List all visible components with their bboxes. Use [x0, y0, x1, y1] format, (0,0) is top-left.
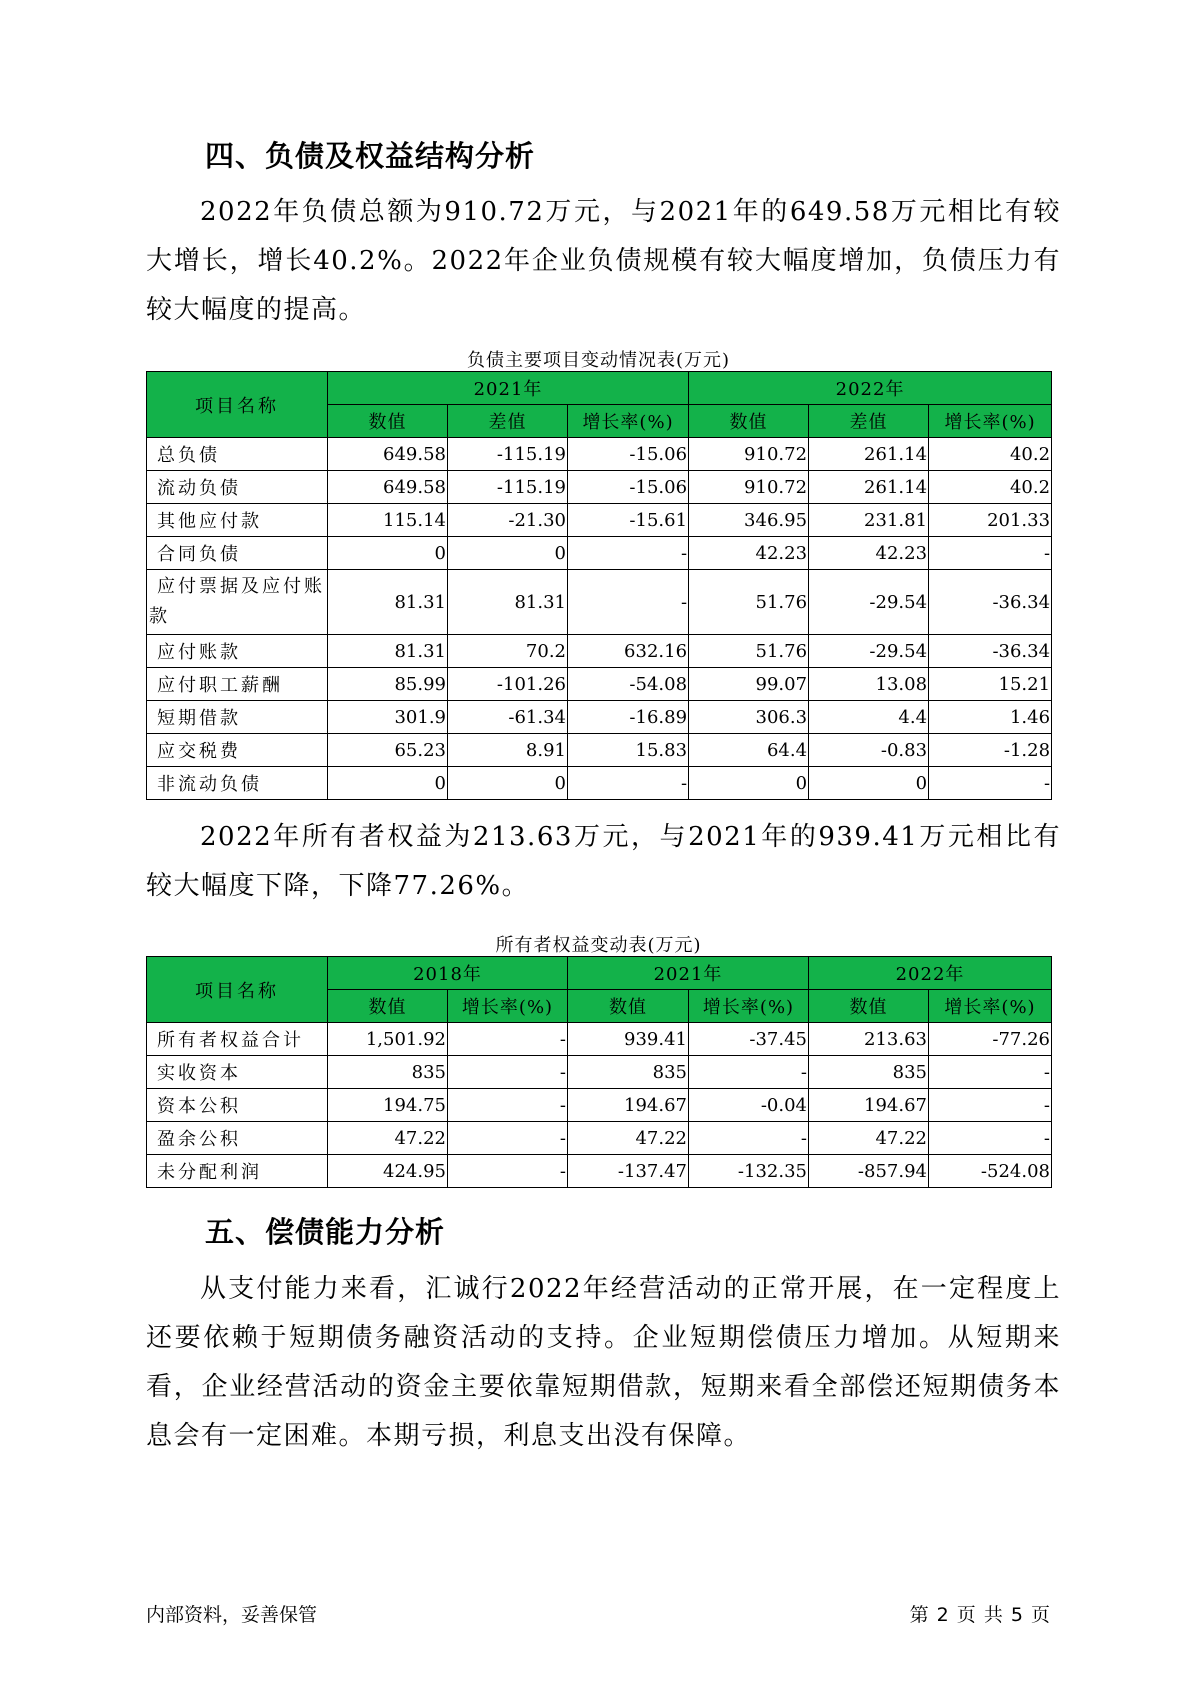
table-row — [147, 1122, 1052, 1155]
row-label: 应付账款 — [147, 635, 328, 668]
table-cell: 115.14 — [328, 504, 448, 537]
table-cell: 194.75 — [328, 1089, 448, 1122]
table-cell: 70.2 — [448, 635, 568, 668]
table-cell: 649.58 — [328, 471, 448, 504]
table-cell: 40.2 — [929, 471, 1052, 504]
table-row — [147, 767, 1052, 800]
table-cell: - — [448, 1056, 568, 1089]
table2-name-header: 项目名称 — [147, 957, 328, 1023]
table-cell: - — [929, 767, 1052, 800]
table-row — [147, 635, 1052, 668]
table-cell: 835 — [328, 1056, 448, 1089]
row-label: 未分配利润 — [147, 1155, 328, 1188]
table-cell: 4.4 — [809, 701, 929, 734]
table-cell: 0 — [809, 767, 929, 800]
table-cell: 939.41 — [568, 1023, 689, 1056]
table-cell: 632.16 — [568, 635, 689, 668]
table1-subheader: 差值 — [809, 405, 929, 438]
table-cell: 81.31 — [448, 570, 568, 635]
table-cell: 15.21 — [929, 668, 1052, 701]
table-cell: -857.94 — [809, 1155, 929, 1188]
table-cell: - — [448, 1023, 568, 1056]
table1-year-header: 2022年 — [689, 372, 1052, 405]
table-cell: 649.58 — [328, 438, 448, 471]
table-cell: -29.54 — [809, 635, 929, 668]
table-cell: 306.3 — [689, 701, 809, 734]
table2-subheader: 数值 — [568, 990, 689, 1023]
table-cell: 0 — [689, 767, 809, 800]
table-cell: -36.34 — [929, 570, 1052, 635]
table-cell: 81.31 — [328, 570, 448, 635]
table-cell: -15.06 — [568, 471, 689, 504]
table1-subheader: 数值 — [689, 405, 809, 438]
table2-subheader: 增长率(%) — [689, 990, 809, 1023]
table-cell: -36.34 — [929, 635, 1052, 668]
table-cell: -16.89 — [568, 701, 689, 734]
table-cell: 99.07 — [689, 668, 809, 701]
row-label: 短期借款 — [147, 701, 328, 734]
table1-year-header: 2021年 — [328, 372, 689, 405]
table2-year-header: 2018年 — [328, 957, 568, 990]
table-cell: 194.67 — [568, 1089, 689, 1122]
table-cell: - — [929, 1056, 1052, 1089]
table-cell: - — [448, 1122, 568, 1155]
row-label: 盈余公积 — [147, 1122, 328, 1155]
table1-name-header: 项目名称 — [147, 372, 328, 438]
table-row — [147, 570, 1052, 635]
table-cell: 40.2 — [929, 438, 1052, 471]
section4-heading: 四、负债及权益结构分析 — [205, 139, 536, 173]
table2-subheader: 数值 — [328, 990, 448, 1023]
table-cell: -29.54 — [809, 570, 929, 635]
table-cell: 424.95 — [328, 1155, 448, 1188]
table-cell: -1.28 — [929, 734, 1052, 767]
table2-year-header: 2021年 — [568, 957, 809, 990]
row-label: 应交税费 — [147, 734, 328, 767]
table-cell: 47.22 — [328, 1122, 448, 1155]
table-cell: 47.22 — [568, 1122, 689, 1155]
table-cell: - — [568, 767, 689, 800]
table-cell: 910.72 — [689, 438, 809, 471]
table-cell: 15.83 — [568, 734, 689, 767]
section4-paragraph-1: 2022年负债总额为910.72万元，与2021年的649.58万元相比有较大增长，增长40.2%。2022年企业负债规模有较大幅度增加，负债压力有较大幅度的提高。 — [146, 197, 1061, 325]
table-cell: - — [448, 1155, 568, 1188]
table-cell: 42.23 — [809, 537, 929, 570]
table-cell: - — [689, 1122, 809, 1155]
table-cell: 0 — [448, 537, 568, 570]
table-cell: - — [689, 1056, 809, 1089]
table1-subheader: 差值 — [448, 405, 568, 438]
table-cell: 81.31 — [328, 635, 448, 668]
table2-subheader: 数值 — [809, 990, 929, 1023]
table-cell: 261.14 — [809, 438, 929, 471]
table-cell: 0 — [448, 767, 568, 800]
table-cell: 0 — [328, 537, 448, 570]
table-cell: -132.35 — [689, 1155, 809, 1188]
table1-subheader: 增长率(%) — [568, 405, 689, 438]
row-label: 合同负债 — [147, 537, 328, 570]
footer-page-number: 第 2 页 共 5 页 — [909, 1604, 1051, 1626]
table-row — [147, 701, 1052, 734]
table-cell: 194.67 — [809, 1089, 929, 1122]
table-cell: - — [929, 537, 1052, 570]
section5-paragraph-1: 从支付能力来看，汇诚行2022年经营活动的正常开展，在一定程度上还要依赖于短期债务融资活动的支持。企业短期偿债压力增加。从短期来看，企业经营活动的资金主要依靠短期借款，短期来看全部偿还短期债务本息会有一定困难。本期亏损，利息支出没有保障。 — [146, 1274, 1061, 1451]
table-cell: 47.22 — [809, 1122, 929, 1155]
table-cell: -15.06 — [568, 438, 689, 471]
table1-subheader: 数值 — [328, 405, 448, 438]
row-label: 流动负债 — [147, 471, 328, 504]
table-cell: -15.61 — [568, 504, 689, 537]
table-cell: 201.33 — [929, 504, 1052, 537]
equity-table — [146, 956, 1052, 1188]
table-cell: 42.23 — [689, 537, 809, 570]
table1-subheader: 增长率(%) — [929, 405, 1052, 438]
table-cell: 1,501.92 — [328, 1023, 448, 1056]
table-cell: - — [568, 537, 689, 570]
table-cell: 261.14 — [809, 471, 929, 504]
table2-subheader: 增长率(%) — [929, 990, 1052, 1023]
table1-caption: 负债主要项目变动情况表(万元) — [466, 350, 731, 371]
table-cell: - — [929, 1089, 1052, 1122]
table-cell: 835 — [568, 1056, 689, 1089]
table-cell: -137.47 — [568, 1155, 689, 1188]
table-cell: -524.08 — [929, 1155, 1052, 1188]
table-cell: 301.9 — [328, 701, 448, 734]
table2-subheader: 增长率(%) — [448, 990, 568, 1023]
table2-body — [147, 1023, 1052, 1188]
table-cell: 346.95 — [689, 504, 809, 537]
section5-heading: 五、偿债能力分析 — [205, 1215, 446, 1249]
table-cell: 51.76 — [689, 635, 809, 668]
table-cell: -115.19 — [448, 471, 568, 504]
row-label: 所有者权益合计 — [147, 1023, 328, 1056]
table-cell: -77.26 — [929, 1023, 1052, 1056]
table-cell: -61.34 — [448, 701, 568, 734]
table-row — [147, 438, 1052, 471]
row-label: 非流动负债 — [147, 767, 328, 800]
table-cell: 64.4 — [689, 734, 809, 767]
row-label: 其他应付款 — [147, 504, 328, 537]
table-row — [147, 1023, 1052, 1056]
table2-year-header: 2022年 — [809, 957, 1052, 990]
row-label: 实收资本 — [147, 1056, 328, 1089]
table-cell: 85.99 — [328, 668, 448, 701]
table-cell: 0 — [328, 767, 448, 800]
table-row — [147, 734, 1052, 767]
table-cell: -115.19 — [448, 438, 568, 471]
table-row — [147, 504, 1052, 537]
table-cell: 213.63 — [809, 1023, 929, 1056]
table1-body — [147, 438, 1052, 800]
table-cell: 1.46 — [929, 701, 1052, 734]
table-row — [147, 1155, 1052, 1188]
table-cell: -21.30 — [448, 504, 568, 537]
table-cell: 910.72 — [689, 471, 809, 504]
row-label: 应付职工薪酬 — [147, 668, 328, 701]
table-cell: 231.81 — [809, 504, 929, 537]
footer-confidential-note: 内部资料，妥善保管 — [146, 1604, 318, 1626]
liabilities-table — [146, 371, 1052, 800]
table-cell: -0.04 — [689, 1089, 809, 1122]
table-cell: -54.08 — [568, 668, 689, 701]
table-cell: -101.26 — [448, 668, 568, 701]
table-cell: - — [568, 570, 689, 635]
table-row — [147, 1056, 1052, 1089]
table-cell: -37.45 — [689, 1023, 809, 1056]
table-cell: 13.08 — [809, 668, 929, 701]
table-row — [147, 537, 1052, 570]
table-row — [147, 1089, 1052, 1122]
table2-caption: 所有者权益变动表(万元) — [495, 935, 702, 956]
row-label: 总负债 — [147, 438, 328, 471]
table-cell: 835 — [809, 1056, 929, 1089]
table-cell: - — [448, 1089, 568, 1122]
table-row — [147, 471, 1052, 504]
row-label: 应付票据及应付账款 — [147, 570, 328, 635]
table-cell: 65.23 — [328, 734, 448, 767]
row-label: 资本公积 — [147, 1089, 328, 1122]
table-cell: 51.76 — [689, 570, 809, 635]
section4-paragraph-2: 2022年所有者权益为213.63万元，与2021年的939.41万元相比有较大幅度下降，下降77.26%。 — [146, 822, 1061, 901]
table-row — [147, 668, 1052, 701]
table-cell: - — [929, 1122, 1052, 1155]
table-cell: -0.83 — [809, 734, 929, 767]
table-cell: 8.91 — [448, 734, 568, 767]
